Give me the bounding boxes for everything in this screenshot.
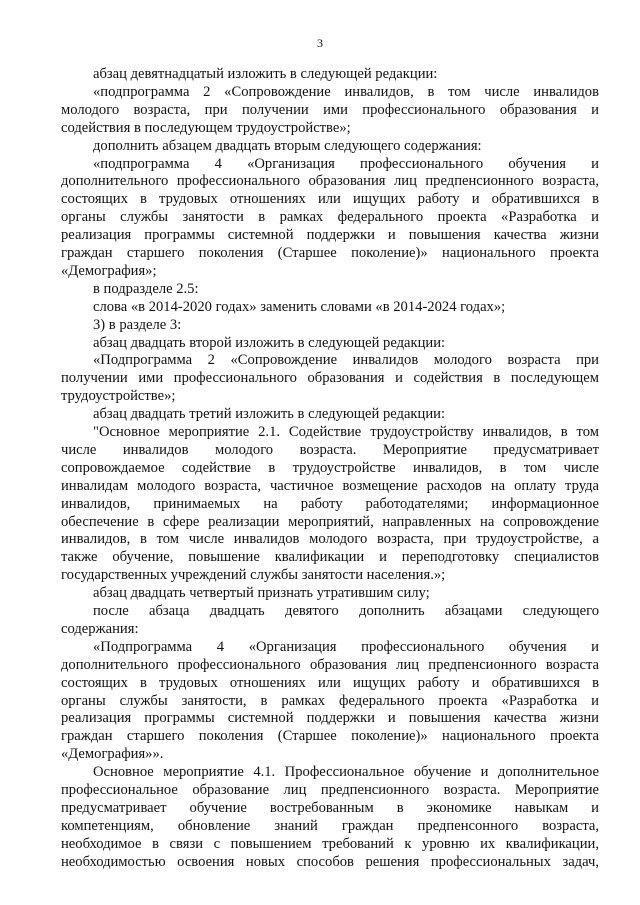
text-line: содействия в последующем трудоустройстве»; — [61, 119, 351, 136]
text-line: абзац девятнадцатый изложить в следующей редакции: — [93, 66, 438, 82]
text-line: числе инвалидов молодого возраста. Мероприятие предусматривает — [61, 441, 599, 458]
text-line: государственных учреждений службы занятости населения.»; — [61, 567, 446, 584]
text-line: абзац двадцать второй изложить в следующей редакции: — [93, 334, 446, 351]
text-line: также обучение, повышение квалификации и переподготовку специалистов — [61, 549, 599, 566]
text-line: состоящих в трудовых отношениях или ищущих работу и обратившихся в — [61, 191, 599, 208]
text-line: «подпрограмма 4 «Организация профессионального обучения и — [93, 155, 599, 172]
text-line: граждан старшего поколения (Старшее поколение)» национального проекта — [61, 245, 599, 261]
text-line: содержания: — [61, 620, 139, 637]
text-line: дополнительного профессионального образования лиц предпенсионного возраста — [61, 656, 599, 673]
text-line: абзац двадцать четвертый признать утратившим силу; — [93, 585, 430, 602]
text-line: сопровождаемое содействие в трудоустройстве инвалидов, в том числе — [61, 459, 599, 476]
text-line: получении ими профессионального образования и содействия в последующем — [61, 370, 599, 387]
text-line: предусматривает обучение востребованным в экономике навыкам и — [61, 799, 599, 816]
text-line: "Основное мероприятие 2.1. Содействие трудоустройству инвалидов, в том — [93, 424, 599, 440]
text-line: «Подпрограмма 2 «Сопровождение инвалидов молодого возраста при — [93, 352, 599, 369]
text-line: дополнить абзацем двадцать вторым следующего содержания: — [93, 137, 482, 154]
text-line: слова «в 2014-2020 годах» заменить словами «в 2014-2024 годах»; — [93, 298, 506, 315]
text-line: инвалидов, в том числе инвалидов молодого возраста, при трудоустройстве, а — [61, 531, 599, 548]
text-line: обеспечение в сфере реализации мероприятий, направленных на сопровождение — [61, 513, 599, 530]
text-line: «Подпрограмма 4 «Организация профессионального обучения и — [93, 638, 599, 655]
text-line: «подпрограмма 2 «Сопровождение инвалидов, в том числе инвалидов — [93, 83, 599, 100]
text-line: реализация программы системной поддержки и повышения качества жизни — [61, 227, 599, 244]
text-line: «Демография»». — [61, 746, 164, 763]
text-line: органы службы занятости в рамках федерального проекта «Разработка и — [61, 209, 599, 226]
text-line: дополнительного профессионального образования лиц предпенсионного возраста, — [61, 173, 599, 190]
text-line: «Демография»; — [61, 262, 157, 279]
text-line: состоящих в трудовых отношениях или ищущих работу и обратившихся в — [61, 674, 599, 691]
page-number: 3 — [317, 36, 323, 50]
text-line: 3) в разделе 3: — [93, 316, 182, 333]
text-line: Основное мероприятие 4.1. Профессиональное обучение и дополнительное — [93, 764, 599, 781]
text-line: компетенциям, обновление знаний граждан предпенсонного возраста, — [61, 817, 599, 834]
text-line: граждан старшего поколения (Старшее поколение)» национального проекта — [61, 728, 599, 745]
text-line: реализация программы системной поддержки и повышения качества жизни — [61, 710, 599, 727]
text-line: органы службы занятости, в рамках федерального проекта «Разработка и — [61, 692, 599, 709]
text-line: необходимое в связи с повышением требований к уровню их квалификации, — [61, 835, 599, 852]
text-line: инвалидам молодого возраста, частичное возмещение расходов на оплату труда — [61, 477, 599, 494]
text-line: инвалидов, принимаемых на работу работодателями; информационное — [61, 495, 599, 512]
text-line: необходимостью освоения новых способов решения профессиональных задач, — [61, 853, 599, 870]
text-line: молодого возраста, при получении ими профессионального образования и — [61, 101, 599, 118]
text-line: трудоустройстве»; — [61, 388, 176, 405]
text-line: в подразделе 2.5: — [93, 280, 199, 297]
text-line: после абзаца двадцать девятого дополнить абзацами следующего — [93, 603, 599, 619]
text-line: абзац двадцать третий изложить в следующей редакции: — [93, 406, 446, 423]
text-line: профессиональное образование лиц предпенсионного возраста. Мероприятие — [61, 782, 599, 798]
